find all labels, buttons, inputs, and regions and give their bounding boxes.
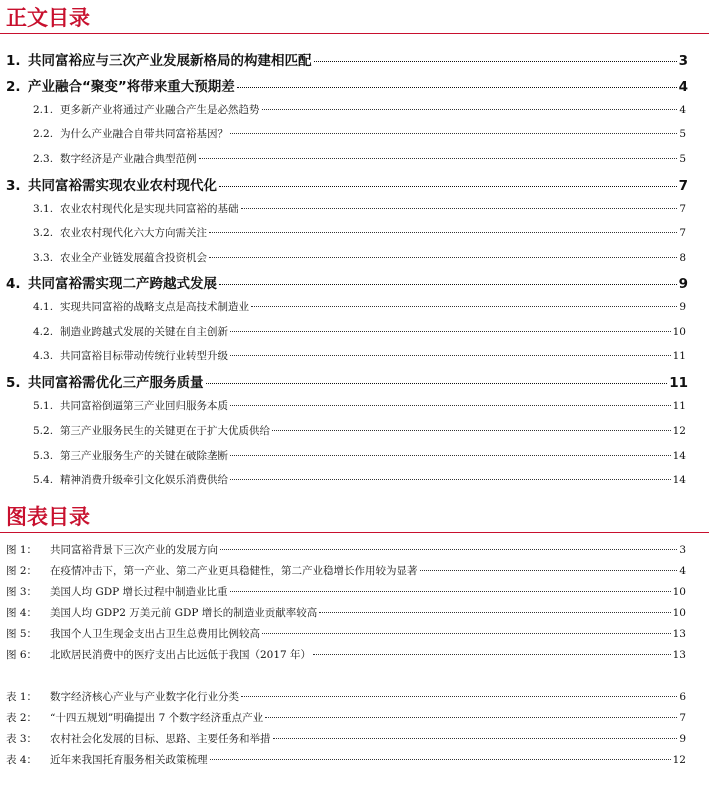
toc-item-title: 共同富裕需优化三产服务质量	[28, 375, 204, 391]
toc-item-5-4[interactable]	[33, 472, 686, 487]
figure-page: 13	[672, 649, 686, 661]
toc-item-title: 第三产业服务民生的关键更在于扩大优质供给	[60, 425, 270, 437]
figure-label: 图 5：	[6, 628, 38, 640]
toc-item-3-1[interactable]	[33, 201, 686, 216]
toc-item-number: 3.1.	[33, 203, 54, 215]
dot-leader	[262, 633, 671, 634]
toc-item-1[interactable]	[6, 49, 688, 69]
toc-item-title: 共同富裕倒逼第三产业回归服务本质	[60, 400, 228, 412]
toc-item-page: 12	[672, 425, 686, 437]
figure-label: 图 1：	[6, 544, 38, 556]
table-entry-3[interactable]	[6, 731, 686, 746]
dot-leader	[219, 186, 677, 187]
figure-entry-1[interactable]	[6, 542, 686, 557]
figure-label: 图 4：	[6, 607, 38, 619]
toc-item-4-3[interactable]	[33, 348, 686, 363]
toc-item-title: 实现共同富裕的战略支点是高技术制造业	[60, 301, 249, 313]
table-entry-4[interactable]	[6, 752, 686, 767]
toc-item-title: 农业农村现代化六大方向需关注	[60, 227, 207, 239]
figure-entry-3[interactable]	[6, 584, 686, 599]
dot-leader	[230, 591, 671, 592]
figure-entry-2[interactable]	[6, 563, 686, 578]
table-page: 12	[672, 754, 686, 766]
toc-item-title: 共同富裕需实现农业农村现代化	[28, 178, 217, 194]
table-label: 表 2：	[6, 712, 38, 724]
toc-item-title: 农业全产业链发展蕴含投资机会	[60, 252, 207, 264]
toc-item-number: 2.	[6, 79, 21, 95]
dot-leader	[219, 284, 677, 285]
toc-item-title: 第三产业服务生产的关键在破除垄断	[60, 450, 228, 462]
table-label: 表 3：	[6, 733, 38, 745]
dot-leader	[230, 455, 671, 456]
toc-item-number: 5.3.	[33, 450, 54, 462]
table-entry-2[interactable]	[6, 710, 686, 725]
figure-title: 北欧居民消费中的医疗支出占比远低于我国（2017 年）	[50, 649, 312, 661]
toc-item-number: 5.4.	[33, 474, 54, 486]
dot-leader	[230, 133, 677, 134]
table-label: 表 4：	[6, 754, 38, 766]
toc-item-title: 共同富裕目标带动传统行业转型升级	[60, 350, 228, 362]
toc-item-number: 4.	[6, 276, 21, 292]
dot-leader	[241, 696, 677, 697]
table-title: 数字经济核心产业与产业数字化行业分类	[50, 691, 239, 703]
figure-page: 3	[679, 544, 686, 556]
toc-item-title: 数字经济是产业融合典型范例	[60, 153, 197, 165]
toc-item-page: 9	[679, 301, 686, 313]
toc-item-page: 11	[672, 350, 686, 362]
figure-entry-6[interactable]	[6, 647, 686, 662]
figure-page: 13	[672, 628, 686, 640]
toc-item-page: 11	[669, 375, 688, 391]
figure-toc-heading: 图表目录	[6, 505, 90, 529]
dot-leader	[313, 654, 671, 655]
toc-item-number: 3.2.	[33, 227, 54, 239]
toc-item-4-2[interactable]	[33, 324, 686, 339]
toc-item-5-1[interactable]	[33, 398, 686, 413]
figure-entry-5[interactable]	[6, 626, 686, 641]
figure-page: 10	[672, 586, 686, 598]
toc-item-3-2[interactable]	[33, 225, 686, 240]
toc-item-5-3[interactable]	[33, 448, 686, 463]
toc-item-5[interactable]	[6, 371, 688, 391]
dot-leader	[251, 306, 677, 307]
toc-item-3-3[interactable]	[33, 250, 686, 265]
toc-item-page: 7	[678, 178, 688, 194]
main-toc-heading: 正文目录	[6, 6, 90, 30]
toc-item-page: 4	[678, 79, 688, 95]
dot-leader	[210, 759, 671, 760]
toc-item-title: 精神消费升级牵引文化娱乐消费供给	[60, 474, 228, 486]
table-entry-1[interactable]	[6, 689, 686, 704]
figure-label: 图 3：	[6, 586, 38, 598]
toc-item-page: 9	[678, 276, 688, 292]
toc-item-number: 1.	[6, 53, 21, 69]
toc-item-2[interactable]	[6, 75, 688, 95]
figure-title: 共同富裕背景下三次产业的发展方向	[50, 544, 218, 556]
dot-leader	[230, 355, 671, 356]
dot-leader	[262, 109, 678, 110]
figure-toc-divider	[0, 532, 709, 533]
toc-item-page: 7	[679, 227, 686, 239]
toc-item-number: 2.2.	[33, 128, 54, 140]
dot-leader	[319, 612, 670, 613]
toc-item-page: 5	[679, 153, 686, 165]
figure-entry-4[interactable]	[6, 605, 686, 620]
toc-item-page: 3	[678, 53, 688, 69]
toc-item-number: 4.3.	[33, 350, 54, 362]
toc-item-2-3[interactable]	[33, 151, 686, 166]
dot-leader	[272, 430, 671, 431]
toc-item-page: 8	[679, 252, 686, 264]
figure-title: 美国人均 GDP2 万美元前 GDP 增长的制造业贡献率较高	[50, 607, 318, 619]
toc-item-4[interactable]	[6, 272, 688, 292]
toc-item-number: 5.2.	[33, 425, 54, 437]
figure-label: 图 2：	[6, 565, 38, 577]
toc-item-5-2[interactable]	[33, 423, 686, 438]
table-title: “十四五规划”明确提出 7 个数字经济重点产业	[50, 712, 264, 724]
toc-item-title: 共同富裕应与三次产业发展新格局的构建相匹配	[28, 53, 312, 69]
table-label: 表 1：	[6, 691, 38, 703]
dot-leader	[241, 208, 678, 209]
dot-leader	[237, 87, 677, 88]
table-title: 农村社会化发展的目标、思路、主要任务和举措	[50, 733, 271, 745]
dot-leader	[206, 383, 668, 384]
toc-item-page: 10	[672, 326, 686, 338]
figure-page: 10	[672, 607, 686, 619]
toc-item-number: 3.	[6, 178, 21, 194]
table-page: 7	[679, 712, 686, 724]
dot-leader	[199, 158, 678, 159]
main-toc-divider	[0, 33, 709, 34]
toc-item-2-1[interactable]	[33, 102, 686, 117]
toc-item-page: 4	[679, 104, 686, 116]
dot-leader	[265, 717, 677, 718]
figure-title: 我国个人卫生现金支出占卫生总费用比例较高	[50, 628, 260, 640]
table-page: 9	[679, 733, 686, 745]
dot-leader	[273, 738, 678, 739]
toc-item-title: 农业农村现代化是实现共同富裕的基础	[60, 203, 239, 215]
toc-item-number: 4.2.	[33, 326, 54, 338]
dot-leader	[230, 405, 671, 406]
toc-item-title: 更多新产业将通过产业融合产生是必然趋势	[60, 104, 260, 116]
toc-item-number: 5.	[6, 375, 21, 391]
figure-label: 图 6：	[6, 649, 38, 661]
toc-item-page: 14	[672, 450, 686, 462]
toc-item-page: 5	[679, 128, 686, 140]
toc-item-page: 11	[672, 400, 686, 412]
toc-item-3[interactable]	[6, 174, 688, 194]
toc-item-4-1[interactable]	[33, 299, 686, 314]
table-page: 6	[679, 691, 686, 703]
toc-item-2-2[interactable]	[33, 126, 686, 141]
toc-item-number: 4.1.	[33, 301, 54, 313]
dot-leader	[230, 479, 671, 480]
dot-leader	[209, 257, 677, 258]
dot-leader	[220, 549, 677, 550]
dot-leader	[230, 331, 671, 332]
toc-item-page: 7	[679, 203, 686, 215]
toc-item-number: 2.3.	[33, 153, 54, 165]
toc-item-title: 共同富裕需实现二产跨越式发展	[28, 276, 217, 292]
dot-leader	[314, 61, 677, 62]
toc-item-number: 3.3.	[33, 252, 54, 264]
figure-page: 4	[679, 565, 686, 577]
toc-item-title: 制造业跨越式发展的关键在自主创新	[60, 326, 228, 338]
toc-item-page: 14	[672, 474, 686, 486]
table-title: 近年来我国托育服务相关政策梳理	[50, 754, 208, 766]
dot-leader	[209, 232, 677, 233]
toc-item-title: 产业融合“聚变”将带来重大预期差	[28, 79, 235, 95]
toc-item-number: 5.1.	[33, 400, 54, 412]
toc-item-number: 2.1.	[33, 104, 54, 116]
dot-leader	[420, 570, 678, 571]
toc-item-title: 为什么产业融合自带共同富裕基因？	[60, 128, 228, 140]
figure-title: 在疫情冲击下，第一产业、第二产业更具稳健性，第二产业稳增长作用较为显著	[50, 565, 418, 577]
figure-title: 美国人均 GDP 增长过程中制造业比重	[50, 586, 228, 598]
